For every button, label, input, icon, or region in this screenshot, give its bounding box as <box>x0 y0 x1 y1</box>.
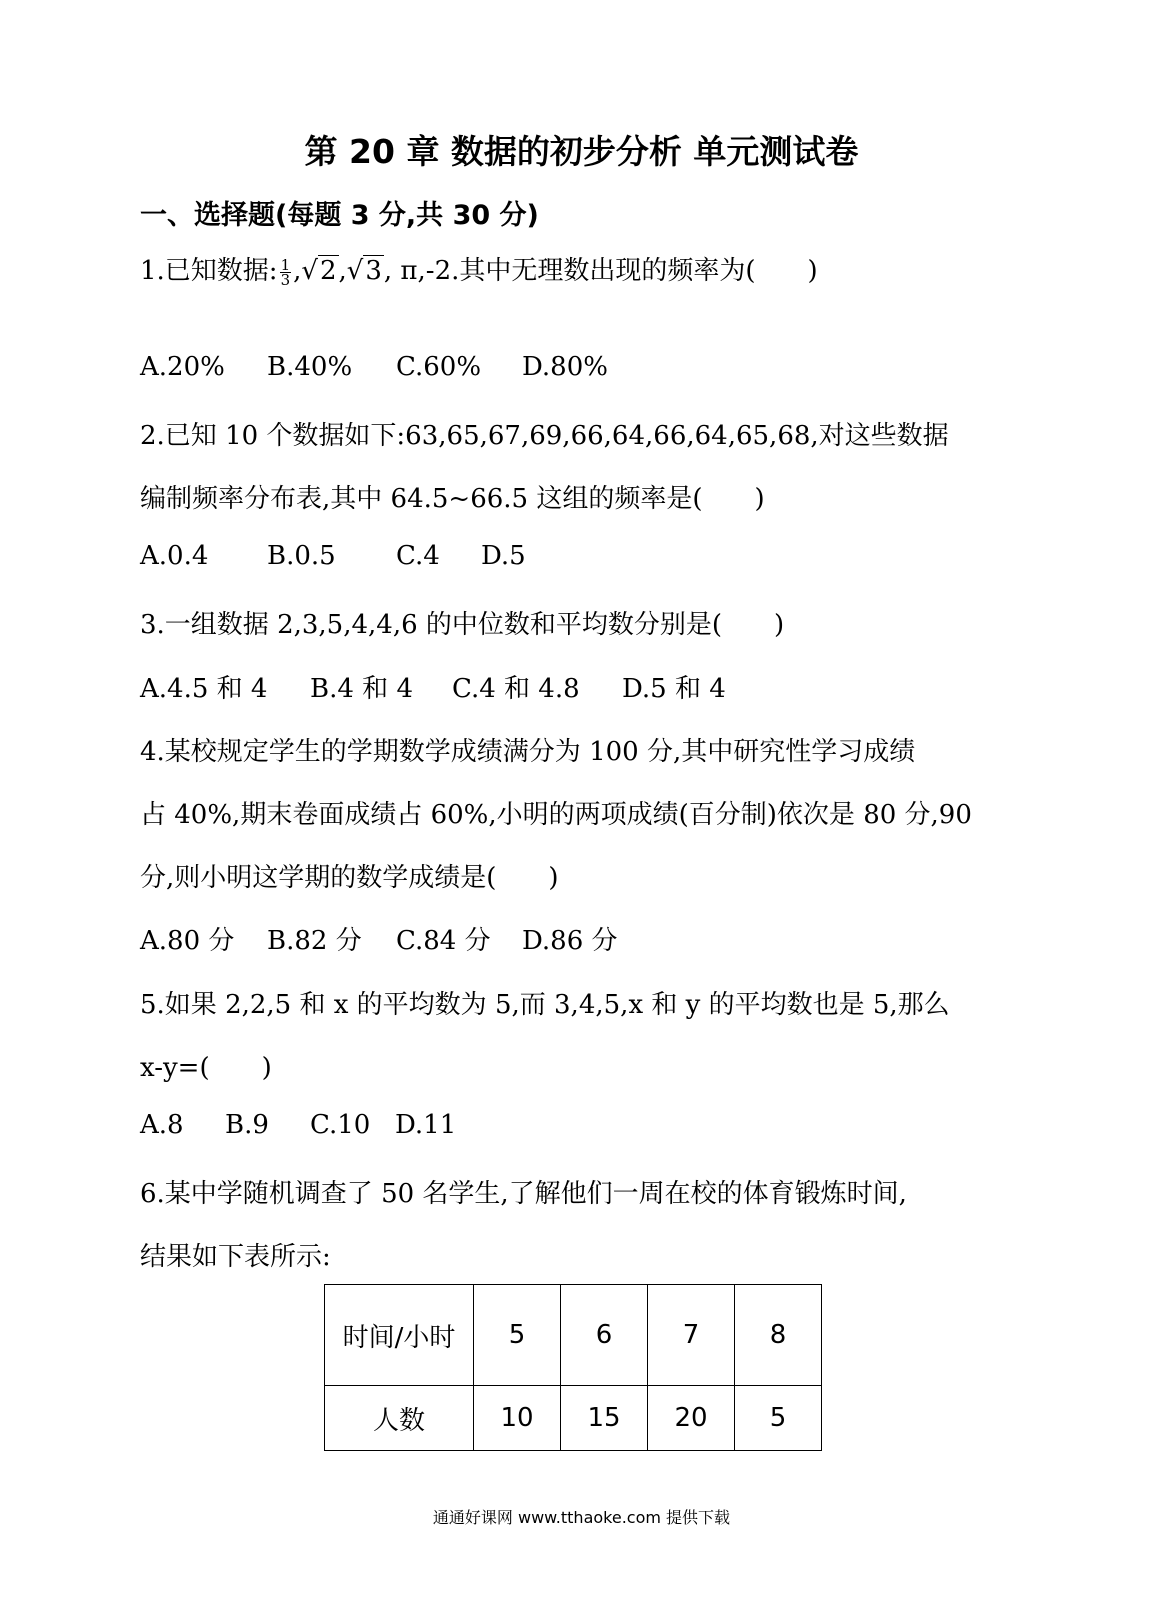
q2-option-d: D.5 <box>481 541 526 571</box>
table-row-hours <box>325 1285 822 1386</box>
q1-suffix: , π,-2.其中无理数出现的频率为( ) <box>383 256 818 286</box>
q4-option-d: D.86 分 <box>522 926 618 956</box>
exercise-time-table <box>324 1284 822 1451</box>
q5-option-d: D.11 <box>395 1110 457 1140</box>
table-row-count <box>325 1386 822 1451</box>
q5-option-c: C.10 <box>310 1110 371 1140</box>
page-title: 第 20 章 数据的初步分析 单元测试卷 <box>304 132 859 171</box>
q3-option-a: A.4.5 和 4 <box>140 674 268 704</box>
q1-option-d: D.80% <box>522 352 608 382</box>
q1-option-b: B.40% <box>267 352 353 382</box>
fraction-numerator: 1 <box>280 255 291 274</box>
table-cell: 10 <box>474 1386 561 1451</box>
q3-option-b: B.4 和 4 <box>310 674 413 704</box>
section-heading: 一、选择题(每题 3 分,共 30 分) <box>140 200 539 231</box>
question-6-line-1: 6.某中学随机调查了 50 名学生,了解他们一周在校的体育锻炼时间, <box>140 1179 907 1209</box>
q4-options <box>140 920 618 957</box>
table-cell: 5 <box>735 1386 822 1451</box>
question-1 <box>140 250 818 287</box>
table-cell: 6 <box>561 1285 648 1386</box>
table-header-count: 人数 <box>325 1386 474 1451</box>
q5-options <box>140 1110 456 1140</box>
question-4-line-3: 分,则小明这学期的数学成绩是( ) <box>140 863 559 893</box>
q1-option-a: A.20% <box>140 352 225 382</box>
question-3-line-1: 3.一组数据 2,3,5,4,4,6 的中位数和平均数分别是( ) <box>140 610 785 640</box>
q1-separator-1: , <box>293 256 302 286</box>
table-cell: 7 <box>648 1285 735 1386</box>
question-5-line-2: x-y=( ) <box>140 1053 272 1083</box>
table-cell: 5 <box>474 1285 561 1386</box>
sqrt-2: √2 <box>301 256 337 286</box>
question-4-line-2: 占 40%,期末卷面成绩占 60%,小明的两项成绩(百分制)依次是 80 分,90 <box>140 800 972 830</box>
question-2-line-1: 2.已知 10 个数据如下:63,65,67,69,66,64,66,64,65,68,对这些数据 <box>140 421 949 451</box>
table-cell: 8 <box>735 1285 822 1386</box>
q4-option-b: B.82 分 <box>267 926 362 956</box>
page-footer: 通通好课网 www.tthaoke.com 提供下载 <box>432 1508 731 1527</box>
question-2-line-2: 编制频率分布表,其中 64.5~66.5 这组的频率是( ) <box>140 484 765 514</box>
q1-separator-2: , <box>338 256 347 286</box>
question-5-line-1: 5.如果 2,2,5 和 x 的平均数为 5,而 3,4,5,x 和 y 的平均数也是 5,那么 <box>140 990 950 1020</box>
question-6-line-2: 结果如下表所示: <box>140 1242 331 1272</box>
q4-option-c: C.84 分 <box>396 926 491 956</box>
table-cell: 15 <box>561 1386 648 1451</box>
sqrt-2-radicand: 2 <box>319 256 337 286</box>
q3-options <box>140 668 726 705</box>
q2-options <box>140 541 526 571</box>
q5-option-b: B.9 <box>225 1110 269 1140</box>
q1-option-c: C.60% <box>396 352 482 382</box>
sqrt-3-radicand: 3 <box>365 256 382 286</box>
q4-option-a: A.80 分 <box>140 926 235 956</box>
q3-option-d: D.5 和 4 <box>622 674 726 704</box>
q3-option-c: C.4 和 4.8 <box>452 674 580 704</box>
fraction-denominator: 3 <box>280 270 291 289</box>
sqrt-3: √3 <box>346 256 382 286</box>
q1-options <box>140 352 608 382</box>
q5-option-a: A.8 <box>140 1110 184 1140</box>
question-4-line-1: 4.某校规定学生的学期数学成绩满分为 100 分,其中研究性学习成绩 <box>140 737 916 767</box>
table-header-hours: 时间/小时 <box>325 1285 474 1386</box>
q2-option-a: A.0.4 <box>140 541 209 571</box>
fraction-one-third <box>280 255 292 289</box>
q2-option-c: C.4 <box>396 541 440 571</box>
q2-option-b: B.0.5 <box>267 541 336 571</box>
table-cell: 20 <box>648 1386 735 1451</box>
q1-prefix: 1.已知数据: <box>140 256 278 286</box>
